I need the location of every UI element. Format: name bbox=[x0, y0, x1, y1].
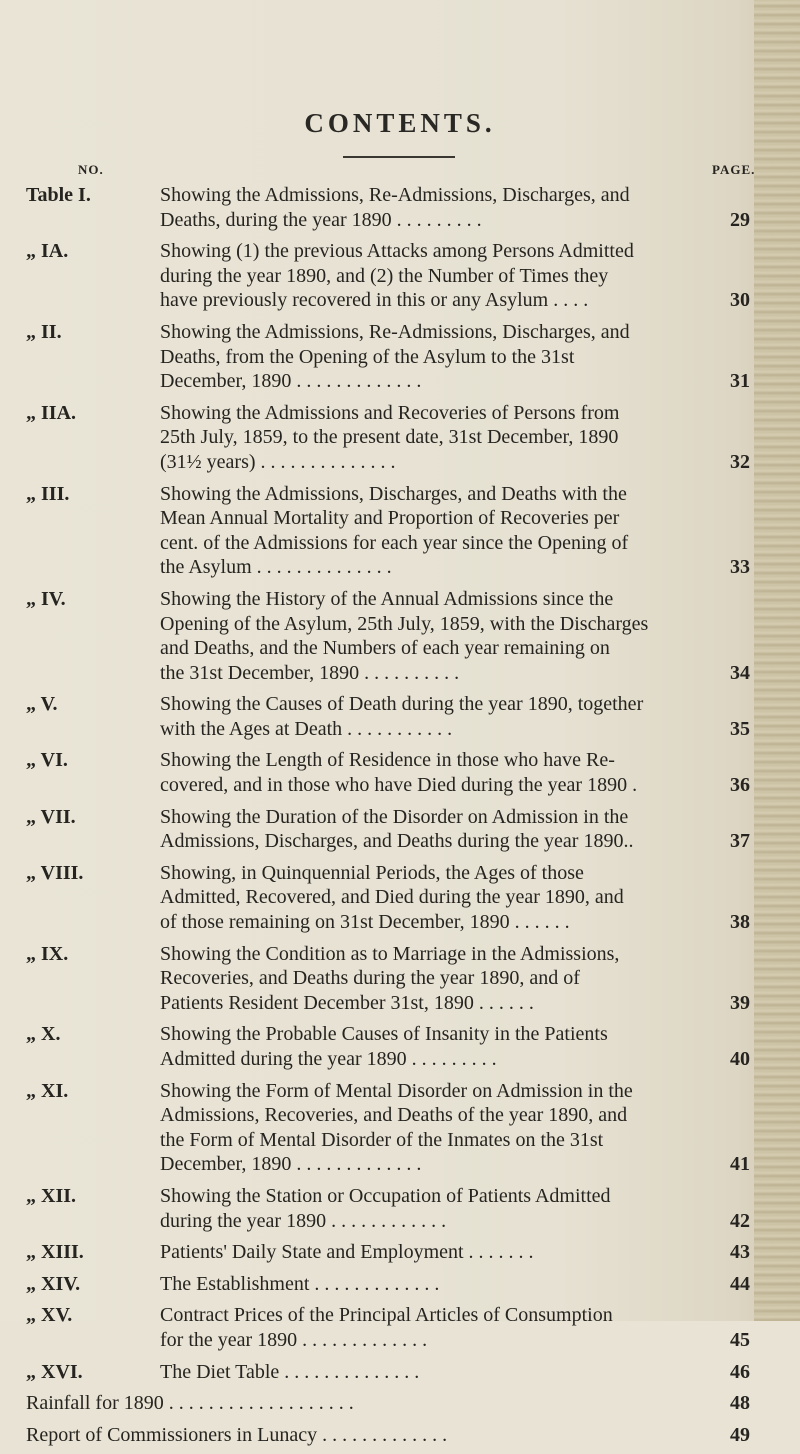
entry-line: Admitted, Recovered, and Died during the year 1890, and bbox=[160, 886, 624, 909]
entry-line: the Form of Mental Disorder of the Inmates on the 31st bbox=[160, 1128, 604, 1151]
entry-line: Showing, in Quinquennial Periods, the Ages of those bbox=[160, 861, 584, 884]
page-number: 31 bbox=[730, 370, 750, 393]
table-number: „ XI. bbox=[26, 1079, 69, 1102]
entry-line: during the year 1890 . . . . . . . . . . . . bbox=[160, 1209, 447, 1232]
title-rule bbox=[343, 156, 455, 158]
toc-extra-entry bbox=[0, 1391, 800, 1416]
contents-list bbox=[0, 183, 800, 1454]
entry-line: 25th July, 1859, to the present date, 31st December, 1890 bbox=[160, 426, 619, 449]
toc-entry bbox=[0, 1022, 800, 1071]
entry-line: December, 1890 . . . . . . . . . . . . . bbox=[160, 1153, 422, 1176]
entry-line: The Establishment . . . . . . . . . . . . . bbox=[160, 1272, 440, 1295]
toc-entry bbox=[0, 401, 800, 475]
entry-line: Showing the Admissions, Re-Admissions, Discharges, and bbox=[160, 320, 630, 343]
entry-line: Admissions, Recoveries, and Deaths of the year 1890, and bbox=[160, 1104, 628, 1127]
entry-description bbox=[160, 805, 732, 854]
entry-description bbox=[160, 692, 732, 741]
entry-line: Opening of the Asylum, 25th July, 1859, with the Discharges bbox=[160, 612, 649, 635]
entry-description bbox=[160, 1184, 732, 1233]
page-number: 38 bbox=[730, 911, 750, 934]
page-number: 35 bbox=[730, 717, 750, 740]
entry-line: Showing the Admissions and Recoveries of Persons from bbox=[160, 401, 620, 424]
entry-description bbox=[160, 942, 732, 1016]
entry-description bbox=[160, 482, 732, 580]
table-number: „ XVI. bbox=[26, 1360, 83, 1383]
entry-line: Showing the Station or Occupation of Patients Admitted bbox=[160, 1184, 611, 1207]
toc-entry bbox=[0, 1184, 800, 1233]
table-number: „ XII. bbox=[26, 1184, 77, 1207]
table-number: „ IA. bbox=[26, 240, 69, 263]
extra-entry-text: Rainfall for 1890 . . . . . . . . . . . . . . . . . . . bbox=[26, 1392, 354, 1415]
table-number: „ VIII. bbox=[26, 861, 84, 884]
table-number: „ VII. bbox=[26, 805, 76, 828]
entry-line: Mean Annual Mortality and Proportion of Recoveries per bbox=[160, 507, 620, 530]
entry-line: Admitted during the year 1890 . . . . . . . . . bbox=[160, 1048, 497, 1070]
table-number: „ X. bbox=[26, 1023, 61, 1046]
table-number: „ XV. bbox=[26, 1304, 73, 1327]
entry-line: Recoveries, and Deaths during the year 1890, and of bbox=[160, 967, 580, 990]
entry-line: December, 1890 . . . . . . . . . . . . . bbox=[160, 370, 422, 393]
entry-line: with the Ages at Death . . . . . . . . . . . bbox=[160, 717, 453, 740]
entry-line: Showing the Probable Causes of Insanity in the Patients bbox=[160, 1023, 608, 1046]
entry-description bbox=[160, 1272, 732, 1297]
toc-entry bbox=[0, 183, 800, 232]
extra-entry-text: Report of Commissioners in Lunacy . . . . . . . . . . . . . bbox=[26, 1423, 448, 1446]
entry-line: Showing the Length of Residence in those who have Re- bbox=[160, 749, 615, 772]
page-number: 49 bbox=[730, 1423, 750, 1446]
page-number: 33 bbox=[730, 556, 750, 579]
entry-line: (31½ years) . . . . . . . . . . . . . . bbox=[160, 450, 396, 473]
entry-line: Patients' Daily State and Employment . . . . . . . bbox=[160, 1241, 534, 1264]
page-number: 48 bbox=[730, 1392, 750, 1415]
entry-description bbox=[160, 320, 732, 394]
page-number: 29 bbox=[730, 208, 750, 231]
entry-description bbox=[160, 1360, 732, 1385]
entry-line: The Diet Table . . . . . . . . . . . . . . bbox=[160, 1360, 420, 1383]
toc-entry bbox=[0, 239, 800, 313]
table-number: „ III. bbox=[26, 482, 70, 505]
entry-line: Admissions, Discharges, and Deaths during the year 1890.. bbox=[160, 830, 634, 853]
entry-line: Showing the Admissions, Discharges, and Deaths with the bbox=[160, 482, 627, 505]
page-number: 39 bbox=[730, 991, 750, 1014]
toc-extra-entry bbox=[0, 1423, 800, 1448]
entry-description bbox=[160, 239, 732, 313]
table-number: „ IIA. bbox=[26, 401, 77, 424]
toc-entry bbox=[0, 1360, 800, 1385]
toc-entry bbox=[0, 1303, 800, 1352]
page-number: 30 bbox=[730, 289, 750, 312]
table-number: „ IX. bbox=[26, 942, 69, 965]
table-number: „ XIII. bbox=[26, 1241, 84, 1264]
toc-entry bbox=[0, 320, 800, 394]
entry-line: covered, and in those who have Died during the year 1890 . bbox=[160, 774, 638, 797]
toc-entry bbox=[0, 692, 800, 741]
table-number: „ II. bbox=[26, 320, 62, 343]
entry-line: Deaths, from the Opening of the Asylum to the 31st bbox=[160, 345, 575, 368]
toc-entry bbox=[0, 1240, 800, 1265]
page-title: CONTENTS. bbox=[304, 108, 496, 138]
page-number: 42 bbox=[730, 1209, 750, 1232]
page-number: 46 bbox=[730, 1360, 750, 1383]
entry-description bbox=[160, 1079, 732, 1177]
page-number: 45 bbox=[730, 1328, 750, 1351]
entry-line: Showing the Form of Mental Disorder on Admission in the bbox=[160, 1079, 633, 1102]
page-number: 32 bbox=[730, 450, 750, 473]
table-number: Table I. bbox=[26, 184, 91, 206]
toc-entry bbox=[0, 1272, 800, 1297]
entry-line: Patients Resident December 31st, 1890 . . . . . . bbox=[160, 991, 534, 1014]
toc-entry bbox=[0, 861, 800, 935]
entry-line: cent. of the Admissions for each year since the Opening of bbox=[160, 531, 629, 554]
table-number: „ VI. bbox=[26, 749, 68, 772]
toc-entry bbox=[0, 942, 800, 1016]
page-number: 37 bbox=[730, 830, 750, 853]
toc-entry bbox=[0, 587, 800, 685]
toc-entry bbox=[0, 805, 800, 854]
toc-entry bbox=[0, 748, 800, 797]
page-number: 41 bbox=[730, 1153, 750, 1176]
entry-description bbox=[160, 183, 732, 232]
entry-description bbox=[160, 587, 732, 685]
entry-line: Showing (1) the previous Attacks among Persons Admitted bbox=[160, 240, 634, 263]
entry-line: Showing the Duration of the Disorder on Admission in the bbox=[160, 805, 629, 828]
entry-description bbox=[160, 401, 732, 475]
entry-description bbox=[160, 1240, 732, 1265]
toc-entry bbox=[0, 1079, 800, 1177]
toc-entry bbox=[0, 482, 800, 580]
entry-line: Showing the Admissions, Re-Admissions, Discharges, and bbox=[160, 184, 630, 206]
page-number: 44 bbox=[730, 1272, 750, 1295]
entry-line: and Deaths, and the Numbers of each year remaining on bbox=[160, 637, 610, 660]
entry-line: of those remaining on 31st December, 1890 . . . . . . bbox=[160, 911, 570, 934]
page-number: 34 bbox=[730, 661, 750, 684]
entry-description bbox=[160, 1022, 732, 1071]
entry-line: for the year 1890 . . . . . . . . . . . . . bbox=[160, 1328, 428, 1351]
entry-line: Showing the History of the Annual Admissions since the bbox=[160, 587, 614, 610]
entry-description bbox=[160, 1303, 732, 1352]
entry-line: Contract Prices of the Principal Articles of Consumption bbox=[160, 1304, 613, 1327]
entry-line: the Asylum . . . . . . . . . . . . . . bbox=[160, 556, 392, 579]
entry-line: the 31st December, 1890 . . . . . . . . . . bbox=[160, 661, 460, 684]
page-number: 40 bbox=[730, 1048, 750, 1070]
entry-line: Showing the Condition as to Marriage in the Admissions, bbox=[160, 942, 620, 965]
table-number: „ IV. bbox=[26, 587, 66, 610]
entry-line: Deaths, during the year 1890 . . . . . . . . . bbox=[160, 208, 482, 231]
entry-line: during the year 1890, and (2) the Number of Times they bbox=[160, 264, 609, 287]
entry-line: have previously recovered in this or any Asylum . . . . bbox=[160, 289, 589, 312]
column-header-no: NO. bbox=[78, 162, 104, 177]
entry-line: Showing the Causes of Death during the year 1890, together bbox=[160, 693, 644, 716]
entry-description bbox=[160, 861, 732, 935]
entry-description bbox=[160, 748, 732, 797]
page-number: 36 bbox=[730, 774, 750, 797]
page-number: 43 bbox=[730, 1241, 750, 1264]
table-number: „ V. bbox=[26, 693, 58, 716]
column-header-page: PAGE. bbox=[712, 162, 756, 177]
table-number: „ XIV. bbox=[26, 1272, 81, 1295]
